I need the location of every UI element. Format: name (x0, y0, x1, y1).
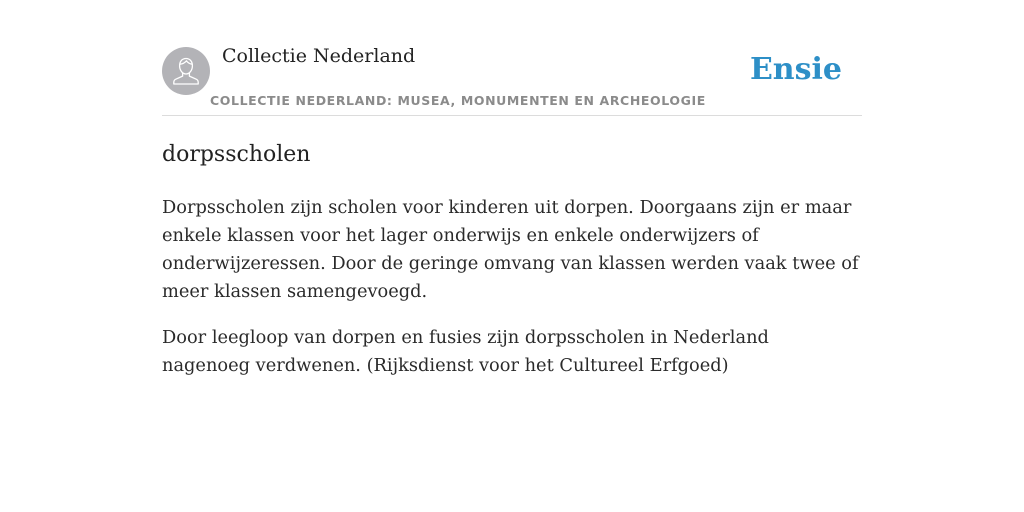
avatar[interactable] (162, 47, 210, 95)
page-title: dorpsscholen (162, 142, 311, 167)
article (162, 138, 862, 398)
author-header (162, 40, 862, 116)
definition-paragraph: Dorpsscholen zijn scholen voor kinderen uit dorpen. Doorgaans zijn er maar enkele klassen voor het lager onderwijs en enkele onderwijzers of onderwijzeressen. Door de geringe omvang van klassen werden vaak twee of meer klassen samengevoegd. (162, 197, 859, 302)
definition-paragraph: Door leegloop van dorpen en fusies zijn dorpsscholen in Nederland nagenoeg verdwenen. (Rijksdienst voor het Cultureel Erfgoed) (162, 327, 769, 376)
author-name[interactable]: Collectie Nederland (222, 45, 416, 67)
brand-logo[interactable]: Ensie (749, 52, 842, 87)
user-outline-icon (162, 47, 210, 95)
author-subtitle: COLLECTIE NEDERLAND: MUSEA, MONUMENTEN EN ARCHEOLOGIE (210, 93, 706, 108)
